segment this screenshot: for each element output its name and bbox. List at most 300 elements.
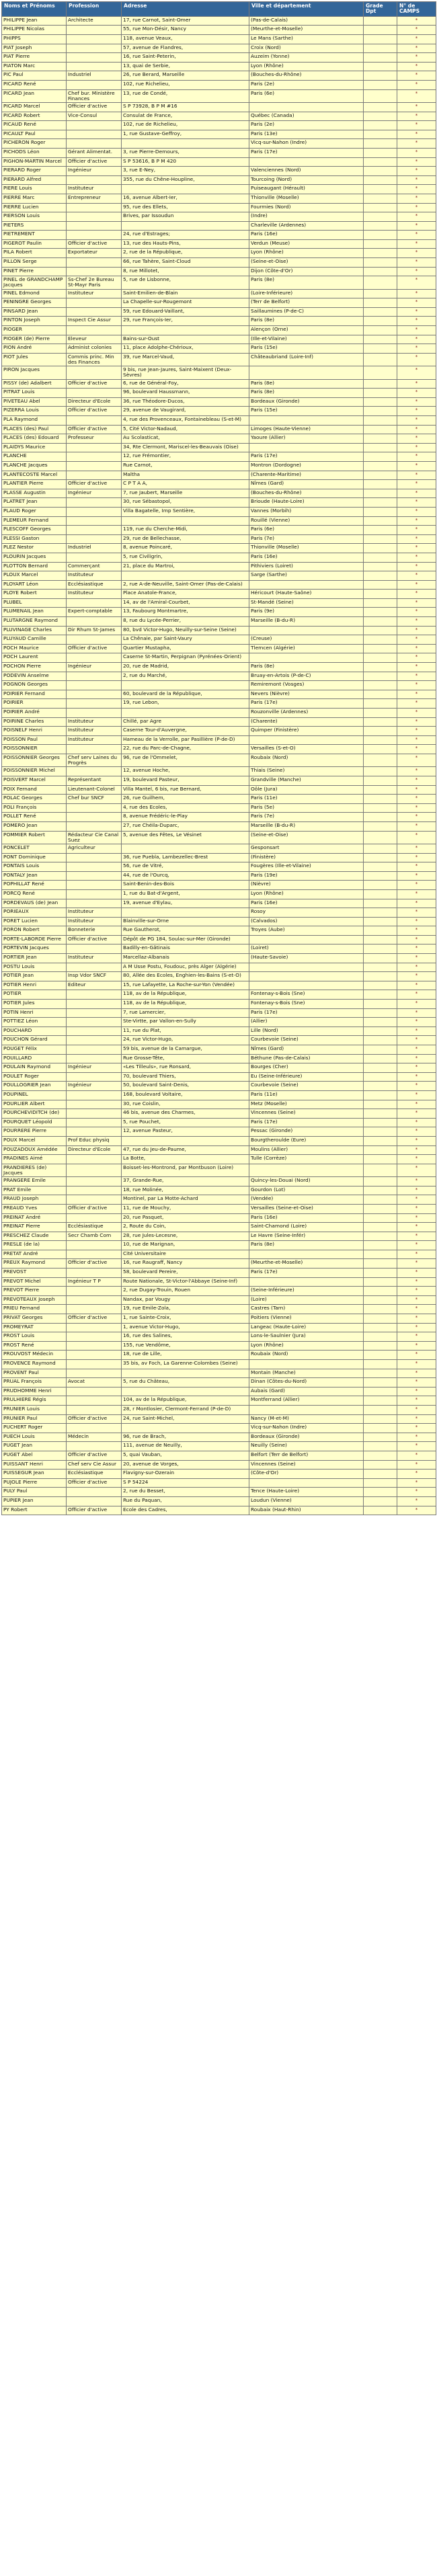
cell-name: PIERARD Alfred	[2, 175, 67, 185]
cell-city: (Loire-Inférieure)	[249, 289, 364, 298]
table-row	[2, 1127, 436, 1137]
cell-city: Brioude (Haute-Loire)	[249, 498, 364, 508]
cell-grade	[364, 754, 397, 766]
table-row	[2, 389, 436, 398]
cell-address: 12, avenue Hoche,	[122, 767, 249, 776]
table-row	[2, 926, 436, 936]
cell-name: PIERE Louis	[2, 185, 67, 194]
cell-name: PLESCOFF Georges	[2, 526, 67, 535]
cell-city: Neuilly (Seine)	[249, 1442, 364, 1451]
table-row	[2, 344, 436, 354]
table-row	[2, 1018, 436, 1027]
cell-city: Paris (7e)	[249, 813, 364, 822]
cell-grade	[364, 1305, 397, 1314]
cell-city: Le Havre (Seine-Infér)	[249, 1232, 364, 1241]
cell-address: 80, Allée des Ecoles, Enghien-les-Bains (S-et-O)	[122, 972, 249, 981]
table-row	[2, 1305, 436, 1314]
cell-number: *	[397, 1433, 436, 1442]
cell-address: 5, rue du Château,	[122, 1378, 249, 1387]
cell-city: Versailles (Seine-et-Oise)	[249, 1204, 364, 1213]
cell-name: PENINGRE Georges	[2, 298, 67, 308]
cell-name: PIERARD Roger	[2, 167, 67, 176]
cell-grade	[364, 598, 397, 608]
table-row	[2, 1314, 436, 1324]
cell-profession	[67, 745, 122, 754]
cell-grade	[364, 335, 397, 344]
cell-number: *	[397, 16, 436, 26]
cell-profession	[67, 326, 122, 335]
table-row	[2, 1405, 436, 1414]
cell-grade	[364, 379, 397, 389]
cell-address: 3, rue Pierre-Demours,	[122, 148, 249, 157]
cell-address: 13, rue de Condé,	[122, 89, 249, 102]
cell-number: *	[397, 663, 436, 672]
cell-city: Limoges (Haute-Vienne)	[249, 425, 364, 434]
cell-address: 80, bvd Victor-Hugo, Neuilly-sur-Seine (Seine)	[122, 626, 249, 635]
cell-name: PIC Paul	[2, 71, 67, 81]
cell-name: PUGET Jean	[2, 1442, 67, 1451]
cell-profession	[67, 507, 122, 516]
cell-number: *	[397, 935, 436, 944]
cell-name: PIERSON Louis	[2, 212, 67, 222]
cell-name: POISSONNIER	[2, 745, 67, 754]
table-row	[2, 231, 436, 240]
table-row	[2, 871, 436, 881]
cell-address: 21, place du Martroi,	[122, 562, 249, 571]
table-row	[2, 317, 436, 326]
cell-city	[249, 1405, 364, 1414]
cell-grade	[364, 102, 397, 112]
cell-city: (Seine-et-Oise)	[249, 258, 364, 268]
table-row	[2, 80, 436, 89]
cell-number: *	[397, 1460, 436, 1470]
cell-profession	[67, 1164, 122, 1176]
table-row	[2, 194, 436, 203]
cell-number: *	[397, 112, 436, 121]
table-row	[2, 139, 436, 149]
cell-city: Paris (8e)	[249, 379, 364, 389]
cell-address	[122, 1387, 249, 1396]
cell-number: *	[397, 53, 436, 63]
cell-address	[122, 681, 249, 690]
table-row	[2, 776, 436, 785]
cell-number: *	[397, 590, 436, 599]
cell-name: POIRIER	[2, 699, 67, 709]
cell-address: 7, rue Jaubert, Marseille	[122, 489, 249, 498]
cell-city: Marseille (B-du-R)	[249, 617, 364, 627]
cell-city: Oôle (Jura)	[249, 785, 364, 795]
cell-profession	[67, 803, 122, 813]
cell-name: PIETERS	[2, 221, 67, 231]
table-row	[2, 598, 436, 608]
table-row	[2, 635, 436, 645]
cell-profession	[67, 598, 122, 608]
cell-number: *	[397, 853, 436, 862]
cell-number: *	[397, 326, 436, 335]
cell-name: PONCELET	[2, 844, 67, 853]
cell-address	[122, 326, 249, 335]
cell-grade	[364, 954, 397, 963]
cell-address: 104, av de la République,	[122, 1396, 249, 1406]
cell-grade	[364, 1082, 397, 1091]
cell-profession: Directeur d'Ecole	[67, 1145, 122, 1155]
cell-grade	[364, 1164, 397, 1176]
cell-profession	[67, 1177, 122, 1186]
cell-address: 70, boulevard Thiers,	[122, 1072, 249, 1082]
cell-profession: Officier d'active	[67, 1478, 122, 1488]
cell-number: *	[397, 434, 436, 444]
cell-number: *	[397, 194, 436, 203]
cell-name: PIOT Jules	[2, 353, 67, 366]
cell-profession: Officier d'active	[67, 1204, 122, 1213]
cell-name: POULLOGRIER Jean	[2, 1082, 67, 1091]
cell-number: *	[397, 516, 436, 526]
cell-city: (Haute-Savoie)	[249, 954, 364, 963]
cell-number: *	[397, 1295, 436, 1305]
cell-grade	[364, 16, 397, 26]
cell-address: Badilly-en-Gâtinais	[122, 944, 249, 954]
cell-number: *	[397, 1314, 436, 1324]
cell-grade	[364, 516, 397, 526]
cell-profession	[67, 853, 122, 862]
cell-profession: Dir Rhum St-James	[67, 626, 122, 635]
cell-address: 5, Cité Victor-Nadaud,	[122, 425, 249, 434]
cell-name: PLACES (des) Paul	[2, 425, 67, 434]
cell-number: *	[397, 130, 436, 139]
cell-grade	[364, 1414, 397, 1424]
cell-address: 35 bis, av Foch, La Garenne-Colombes (Seine)	[122, 1360, 249, 1369]
cell-profession	[67, 1396, 122, 1406]
cell-address: 57, avenue de Flandres,	[122, 44, 249, 53]
cell-city: Paris (17e)	[249, 699, 364, 709]
cell-name: PREAUD Yves	[2, 1204, 67, 1213]
table-row	[2, 853, 436, 862]
cell-profession: Officier d'active	[67, 379, 122, 389]
cell-number: *	[397, 1442, 436, 1451]
cell-profession	[67, 681, 122, 690]
cell-city: Paris (5e)	[249, 803, 364, 813]
table-row	[2, 35, 436, 44]
cell-number: *	[397, 526, 436, 535]
cell-profession: Directeur d'Ecole	[67, 397, 122, 407]
cell-profession	[67, 1054, 122, 1063]
cell-profession: Insp Vdor SNCF	[67, 972, 122, 981]
cell-number: *	[397, 1109, 436, 1119]
table-row	[2, 1433, 436, 1442]
cell-number: *	[397, 317, 436, 326]
cell-name: PILA Robert	[2, 249, 67, 258]
cell-number: *	[397, 276, 436, 289]
cell-address: La Botte,	[122, 1155, 249, 1164]
table-row	[2, 1351, 436, 1360]
cell-number: *	[397, 148, 436, 157]
cell-grade	[364, 194, 397, 203]
cell-profession	[67, 80, 122, 89]
cell-profession: Ecclésiastique	[67, 580, 122, 590]
table-row	[2, 727, 436, 736]
cell-name: PLUBEL	[2, 598, 67, 608]
cell-name: PROUVOST Médecin	[2, 1351, 67, 1360]
table-row	[2, 434, 436, 444]
cell-city: Moulins (Allier)	[249, 1145, 364, 1155]
cell-address: La Chênaie, par Saint-Vaury	[122, 635, 249, 645]
cell-grade	[364, 1259, 397, 1269]
cell-number: *	[397, 754, 436, 766]
cell-name: PIZERRA Louis	[2, 407, 67, 416]
cell-address: 16, rue des Salines,	[122, 1332, 249, 1342]
cell-address	[122, 1136, 249, 1145]
cell-profession	[67, 1387, 122, 1396]
cell-address: Brives, par Issoudun	[122, 212, 249, 222]
table-row	[2, 307, 436, 317]
cell-number: *	[397, 425, 436, 434]
table-row	[2, 785, 436, 795]
table-row	[2, 1277, 436, 1287]
cell-number: *	[397, 1506, 436, 1515]
table-row	[2, 653, 436, 663]
cell-number: *	[397, 1186, 436, 1195]
cell-name: PINSARD Jean	[2, 307, 67, 317]
cell-grade	[364, 1250, 397, 1259]
cell-address	[122, 139, 249, 149]
cell-number: *	[397, 366, 436, 379]
cell-address: 59, rue Edouard-Vaillant,	[122, 307, 249, 317]
cell-profession	[67, 416, 122, 426]
cell-city	[249, 653, 364, 663]
cell-city: Vincennes (Seine)	[249, 1109, 364, 1119]
cell-city: Gourdon (Lot)	[249, 1186, 364, 1195]
cell-name: PLUVINAGE Charles	[2, 626, 67, 635]
cell-number: *	[397, 1118, 436, 1127]
cell-city: (Calvados)	[249, 917, 364, 926]
cell-city: Paris (16e)	[249, 1213, 364, 1223]
cell-city: (Loire)	[249, 1295, 364, 1305]
table-row	[2, 981, 436, 990]
cell-name: PORET Lucien	[2, 917, 67, 926]
cell-profession	[67, 452, 122, 462]
cell-city: Dijon (Côte-d'Or)	[249, 267, 364, 276]
cell-address: 14, av de l'Amiral-Courbet,	[122, 598, 249, 608]
cell-city: Paris (17e)	[249, 148, 364, 157]
cell-city: Remiremont (Vosges)	[249, 681, 364, 690]
table-row	[2, 1223, 436, 1232]
table-row	[2, 1259, 436, 1269]
cell-grade	[364, 1341, 397, 1351]
cell-city: Courbevoie (Seine)	[249, 1082, 364, 1091]
cell-city	[249, 963, 364, 972]
cell-address: 66, rue Tahère, Saint-Cloud	[122, 258, 249, 268]
cell-number: *	[397, 821, 436, 831]
cell-city: (Charente-Maritime)	[249, 471, 364, 480]
cell-name: PLOUX Marcel	[2, 571, 67, 581]
cell-profession: Officier d'active	[67, 1451, 122, 1460]
cell-number: *	[397, 871, 436, 881]
table-row	[2, 1027, 436, 1036]
cell-city: (Ille-et-Vilaine)	[249, 335, 364, 344]
cell-address: 118, av de la République,	[122, 990, 249, 1000]
cell-grade	[364, 871, 397, 881]
cell-city: Roubaix (Haut-Rhin)	[249, 1506, 364, 1515]
cell-address: Cité Universitaire	[122, 1250, 249, 1259]
cell-city: Charleville (Ardennes)	[249, 221, 364, 231]
cell-name: PORON Robert	[2, 926, 67, 936]
cell-number: *	[397, 258, 436, 268]
table-row	[2, 944, 436, 954]
cell-grade	[364, 1478, 397, 1488]
cell-address: 19, avenue d'Eylau,	[122, 899, 249, 908]
cell-city: Paris (8e)	[249, 663, 364, 672]
cell-name: POTIN Henri	[2, 1008, 67, 1018]
member-roll-table	[1, 1, 436, 1515]
table-row	[2, 544, 436, 553]
cell-address: 111, avenue de Neuilly,	[122, 1442, 249, 1451]
cell-number: *	[397, 785, 436, 795]
cell-name: POIRIER Fernand	[2, 690, 67, 699]
cell-grade	[364, 526, 397, 535]
cell-number: *	[397, 735, 436, 745]
cell-address: Consulat de France,	[122, 112, 249, 121]
cell-address: 24, rue Victor-Hugo,	[122, 1036, 249, 1045]
cell-name: POURRERE Pierre	[2, 1127, 67, 1137]
cell-city	[249, 366, 364, 379]
cell-grade	[364, 1241, 397, 1250]
cell-city: Lyon (Rhône)	[249, 249, 364, 258]
cell-number: *	[397, 1414, 436, 1424]
cell-number: *	[397, 1195, 436, 1205]
table-row	[2, 1054, 436, 1063]
cell-address: 11, rue du Plat,	[122, 1027, 249, 1036]
cell-name: PONTAIS Louis	[2, 862, 67, 872]
cell-city: Thiais (Seine)	[249, 767, 364, 776]
cell-city: Paris (15e)	[249, 407, 364, 416]
table-row	[2, 112, 436, 121]
cell-city: (Charente)	[249, 717, 364, 727]
cell-grade	[364, 1433, 397, 1442]
table-row	[2, 1000, 436, 1009]
cell-number: *	[397, 1213, 436, 1223]
cell-address: 2, rue du Besset,	[122, 1488, 249, 1497]
cell-number: *	[397, 803, 436, 813]
cell-address: 13, Faubourg Montmartre,	[122, 608, 249, 617]
cell-grade	[364, 1332, 397, 1342]
cell-name: PROVENCE Raymond	[2, 1360, 67, 1369]
cell-address: Route Nationale, St-Victor-l'Abbaye (Seine-Inf)	[122, 1277, 249, 1287]
cell-profession	[67, 1090, 122, 1100]
cell-number: *	[397, 267, 436, 276]
table-row	[2, 298, 436, 308]
cell-profession	[67, 1100, 122, 1109]
roll-body	[2, 16, 436, 1515]
cell-profession	[67, 963, 122, 972]
cell-profession	[67, 212, 122, 222]
cell-name: PUISSEGUR Jean	[2, 1470, 67, 1479]
cell-name: PINTON Joseph	[2, 317, 67, 326]
table-row	[2, 397, 436, 407]
cell-city: (Terr de Belfort)	[249, 298, 364, 308]
table-row	[2, 425, 436, 434]
cell-name: PREVOST	[2, 1269, 67, 1278]
cell-address	[122, 908, 249, 918]
cell-number: *	[397, 617, 436, 627]
table-row	[2, 249, 436, 258]
cell-name: POUGET Félix	[2, 1045, 67, 1055]
cell-grade	[364, 1000, 397, 1009]
cell-number: *	[397, 1305, 436, 1314]
cell-number: *	[397, 203, 436, 212]
cell-name: PLACES (des) Edouard	[2, 434, 67, 444]
cell-grade	[364, 1378, 397, 1387]
cell-number: *	[397, 1287, 436, 1296]
cell-name: POTIER	[2, 990, 67, 1000]
cell-number: *	[397, 1036, 436, 1045]
cell-profession: Officier d'active	[67, 1259, 122, 1269]
cell-profession: Instituteur	[67, 954, 122, 963]
cell-number: *	[397, 461, 436, 471]
cell-address: 11, rue de Mouchy,	[122, 1204, 249, 1213]
table-row	[2, 1082, 436, 1091]
cell-city	[249, 1360, 364, 1369]
cell-city: (Creuse)	[249, 635, 364, 645]
cell-grade	[364, 26, 397, 35]
table-row	[2, 813, 436, 822]
table-row	[2, 681, 436, 690]
cell-name: PISSY (de) Adalbert	[2, 379, 67, 389]
cell-number: *	[397, 80, 436, 89]
cell-city: Paris (16e)	[249, 899, 364, 908]
cell-address: 3, rue E-Ney,	[122, 167, 249, 176]
cell-profession	[67, 1332, 122, 1342]
cell-name: PIATON Marc	[2, 62, 67, 71]
table-row	[2, 954, 436, 963]
cell-address: Caserne Tour-d'Auvergne,	[122, 727, 249, 736]
cell-name: POURCHEVIDITCH (de)	[2, 1109, 67, 1119]
table-row	[2, 167, 436, 176]
cell-profession	[67, 498, 122, 508]
header-row	[2, 2, 436, 17]
cell-profession: Instituteur	[67, 717, 122, 727]
cell-address: 50, boulevard Saint-Denis,	[122, 1082, 249, 1091]
cell-profession	[67, 1488, 122, 1497]
cell-grade	[364, 1405, 397, 1414]
cell-profession: Commis princ. Min des Finances	[67, 353, 122, 366]
table-row	[2, 795, 436, 804]
cell-number: *	[397, 1478, 436, 1488]
cell-name: PLOYART Léon	[2, 580, 67, 590]
table-row	[2, 1424, 436, 1433]
cell-name: POUX Marcel	[2, 1136, 67, 1145]
cell-name: PLEZ Nestor	[2, 544, 67, 553]
cell-grade	[364, 71, 397, 81]
cell-grade	[364, 1424, 397, 1433]
cell-name: PORIEAUX	[2, 908, 67, 918]
cell-city: Grandville (Manche)	[249, 776, 364, 785]
cell-city: Fontenay-s-Bois (Sne)	[249, 990, 364, 1000]
cell-address: 28, r Montlosier, Clermont-Ferrand (P-de-D)	[122, 1405, 249, 1414]
cell-number: *	[397, 917, 436, 926]
cell-profession: Chef bur. Ministère Finances	[67, 89, 122, 102]
cell-grade	[364, 1136, 397, 1145]
cell-city: (Loiret)	[249, 944, 364, 954]
cell-profession	[67, 889, 122, 899]
table-row	[2, 553, 436, 562]
table-row	[2, 258, 436, 268]
cell-name: PROVENT Paul	[2, 1369, 67, 1378]
cell-profession: Instituteur	[67, 289, 122, 298]
cell-name: PONT Dominique	[2, 853, 67, 862]
cell-city: Paris (6e)	[249, 89, 364, 102]
cell-address: Au Scolasticat,	[122, 434, 249, 444]
cell-name: PORDEVAUS (de) Jean	[2, 899, 67, 908]
